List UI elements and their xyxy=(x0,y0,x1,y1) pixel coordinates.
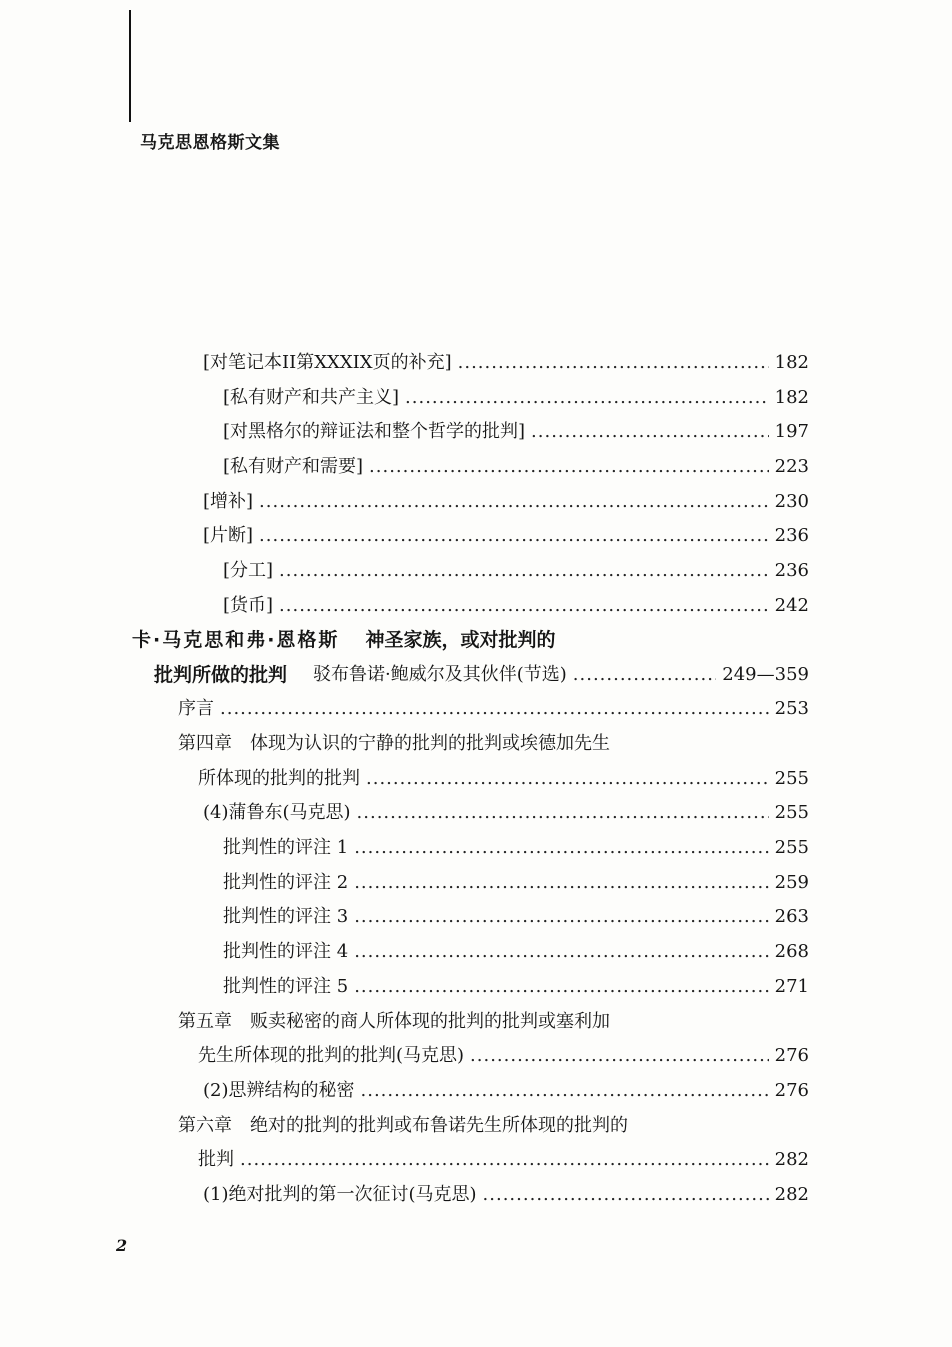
toc-entry xyxy=(203,1178,809,1212)
leader-dots xyxy=(279,554,769,588)
work-title-line1: 神圣家族，或对批判的 xyxy=(365,629,556,651)
header-rule xyxy=(129,10,131,122)
toc-entry xyxy=(223,970,809,1004)
leader-dots xyxy=(361,1074,769,1108)
toc-entry-label: [私有财产和需要] xyxy=(223,456,364,477)
toc-entry-page: 282 xyxy=(774,1149,809,1170)
toc-entry xyxy=(203,485,809,519)
toc-entry-page: 259 xyxy=(774,872,809,893)
work-subtitle: 驳布鲁诺·鲍威尔及其伙伴(节选) xyxy=(313,664,567,685)
toc-entry xyxy=(203,796,809,830)
toc-entry-label: [对笔记本II第XXXIX页的补充] xyxy=(203,352,452,373)
toc-entry xyxy=(203,1074,809,1108)
toc-entry-label: 所体现的批判的批判 xyxy=(198,768,360,789)
toc-entry xyxy=(223,866,809,900)
toc-entry xyxy=(203,519,809,553)
toc-entry-label: [分工] xyxy=(223,560,274,581)
toc-entry-label: 批判 xyxy=(198,1149,234,1170)
toc-entry-page: 197 xyxy=(774,421,809,442)
leader-dots xyxy=(279,589,769,623)
toc-entry-label: 批判性的评注 5 xyxy=(223,976,349,997)
chapter-heading: 第四章 体现为认识的宁静的批判的批判或埃德加先生 xyxy=(178,733,610,754)
page-number: 2 xyxy=(116,1236,128,1255)
chapter-heading: 第六章 绝对的批判的批判或布鲁诺先生所体现的批判的 xyxy=(178,1115,628,1136)
toc-entry-page: 223 xyxy=(774,456,809,477)
toc-entry-page: 255 xyxy=(774,837,809,858)
toc-entry-page: 268 xyxy=(774,941,809,962)
work-entry xyxy=(154,658,809,692)
toc-entry-page: 255 xyxy=(774,802,809,823)
toc-entry xyxy=(223,554,809,588)
chapter-heading: 第五章 贩卖秘密的商人所体现的批判的批判或塞利加 xyxy=(178,1011,610,1032)
toc-entry xyxy=(223,450,809,484)
toc-entry-page: 276 xyxy=(774,1080,809,1101)
leader-dots xyxy=(369,450,769,484)
leader-dots xyxy=(354,831,768,865)
work-heading xyxy=(132,623,555,657)
toc-entry-label: 先生所体现的批判的批判(马克思) xyxy=(198,1045,465,1066)
leader-dots xyxy=(240,1143,769,1177)
leader-dots xyxy=(458,346,769,380)
toc-entry-label: 批判性的评注 1 xyxy=(223,837,349,858)
toc-entry-page: 182 xyxy=(774,387,809,408)
toc-entry-page: 182 xyxy=(774,352,809,373)
work-pages: 249—359 xyxy=(722,664,809,685)
toc-entry-page: 255 xyxy=(774,768,809,789)
toc-entry-label: 批判性的评注 2 xyxy=(223,872,349,893)
toc-entry-label: (1)绝对批判的第一次征讨(马克思) xyxy=(203,1184,477,1205)
toc-entry-page: 253 xyxy=(774,698,809,719)
toc-entry xyxy=(198,762,809,796)
toc-entry-label: [对黑格尔的辩证法和整个哲学的批判] xyxy=(223,421,526,442)
toc-entry-page: 236 xyxy=(774,525,809,546)
work-authors: 卡·马克思和弗·恩格斯 xyxy=(132,629,340,651)
toc-entry xyxy=(203,346,809,380)
toc-entry xyxy=(178,692,809,726)
toc-entry xyxy=(223,589,809,623)
leader-dots xyxy=(573,658,717,692)
toc-entry xyxy=(223,935,809,969)
toc-entry-label: [片断] xyxy=(203,525,254,546)
leader-dots xyxy=(354,866,768,900)
work-title-line2: 批判所做的批判 xyxy=(154,664,288,686)
toc-entry-label: (4)蒲鲁东(马克思) xyxy=(203,802,351,823)
leader-dots xyxy=(405,381,769,415)
toc-entry-page: 236 xyxy=(774,560,809,581)
toc-entry xyxy=(198,1143,809,1177)
leader-dots xyxy=(259,519,769,553)
toc-entry xyxy=(223,900,809,934)
toc-entry-page: 276 xyxy=(774,1045,809,1066)
leader-dots xyxy=(531,415,769,449)
toc-entry xyxy=(223,831,809,865)
toc-entry-page: 230 xyxy=(774,491,809,512)
leader-dots xyxy=(357,796,769,830)
leader-dots xyxy=(259,485,769,519)
toc-entry-label: 批判性的评注 3 xyxy=(223,906,349,927)
toc-entry-page: 282 xyxy=(774,1184,809,1205)
toc-entry-label: [增补] xyxy=(203,491,254,512)
toc-entry xyxy=(198,1039,809,1073)
leader-dots xyxy=(354,935,768,969)
leader-dots xyxy=(354,900,768,934)
toc-entry xyxy=(223,381,809,415)
toc-entry-label: 序言 xyxy=(178,698,214,719)
toc-entry-page: 263 xyxy=(774,906,809,927)
leader-dots xyxy=(220,692,769,726)
toc-entry-label: (2)思辨结构的秘密 xyxy=(203,1080,355,1101)
toc-entry-label: 批判性的评注 4 xyxy=(223,941,349,962)
toc-entry-label: [货币] xyxy=(223,595,274,616)
leader-dots xyxy=(354,970,768,1004)
running-title: 马克思恩格斯文集 xyxy=(140,133,280,153)
toc-entry-page: 242 xyxy=(774,595,809,616)
toc-entry-label: [私有财产和共产主义] xyxy=(223,387,400,408)
toc-entry xyxy=(223,415,809,449)
leader-dots xyxy=(483,1178,769,1212)
leader-dots xyxy=(470,1039,769,1073)
leader-dots xyxy=(366,762,769,796)
toc-entry-page: 271 xyxy=(774,976,809,997)
